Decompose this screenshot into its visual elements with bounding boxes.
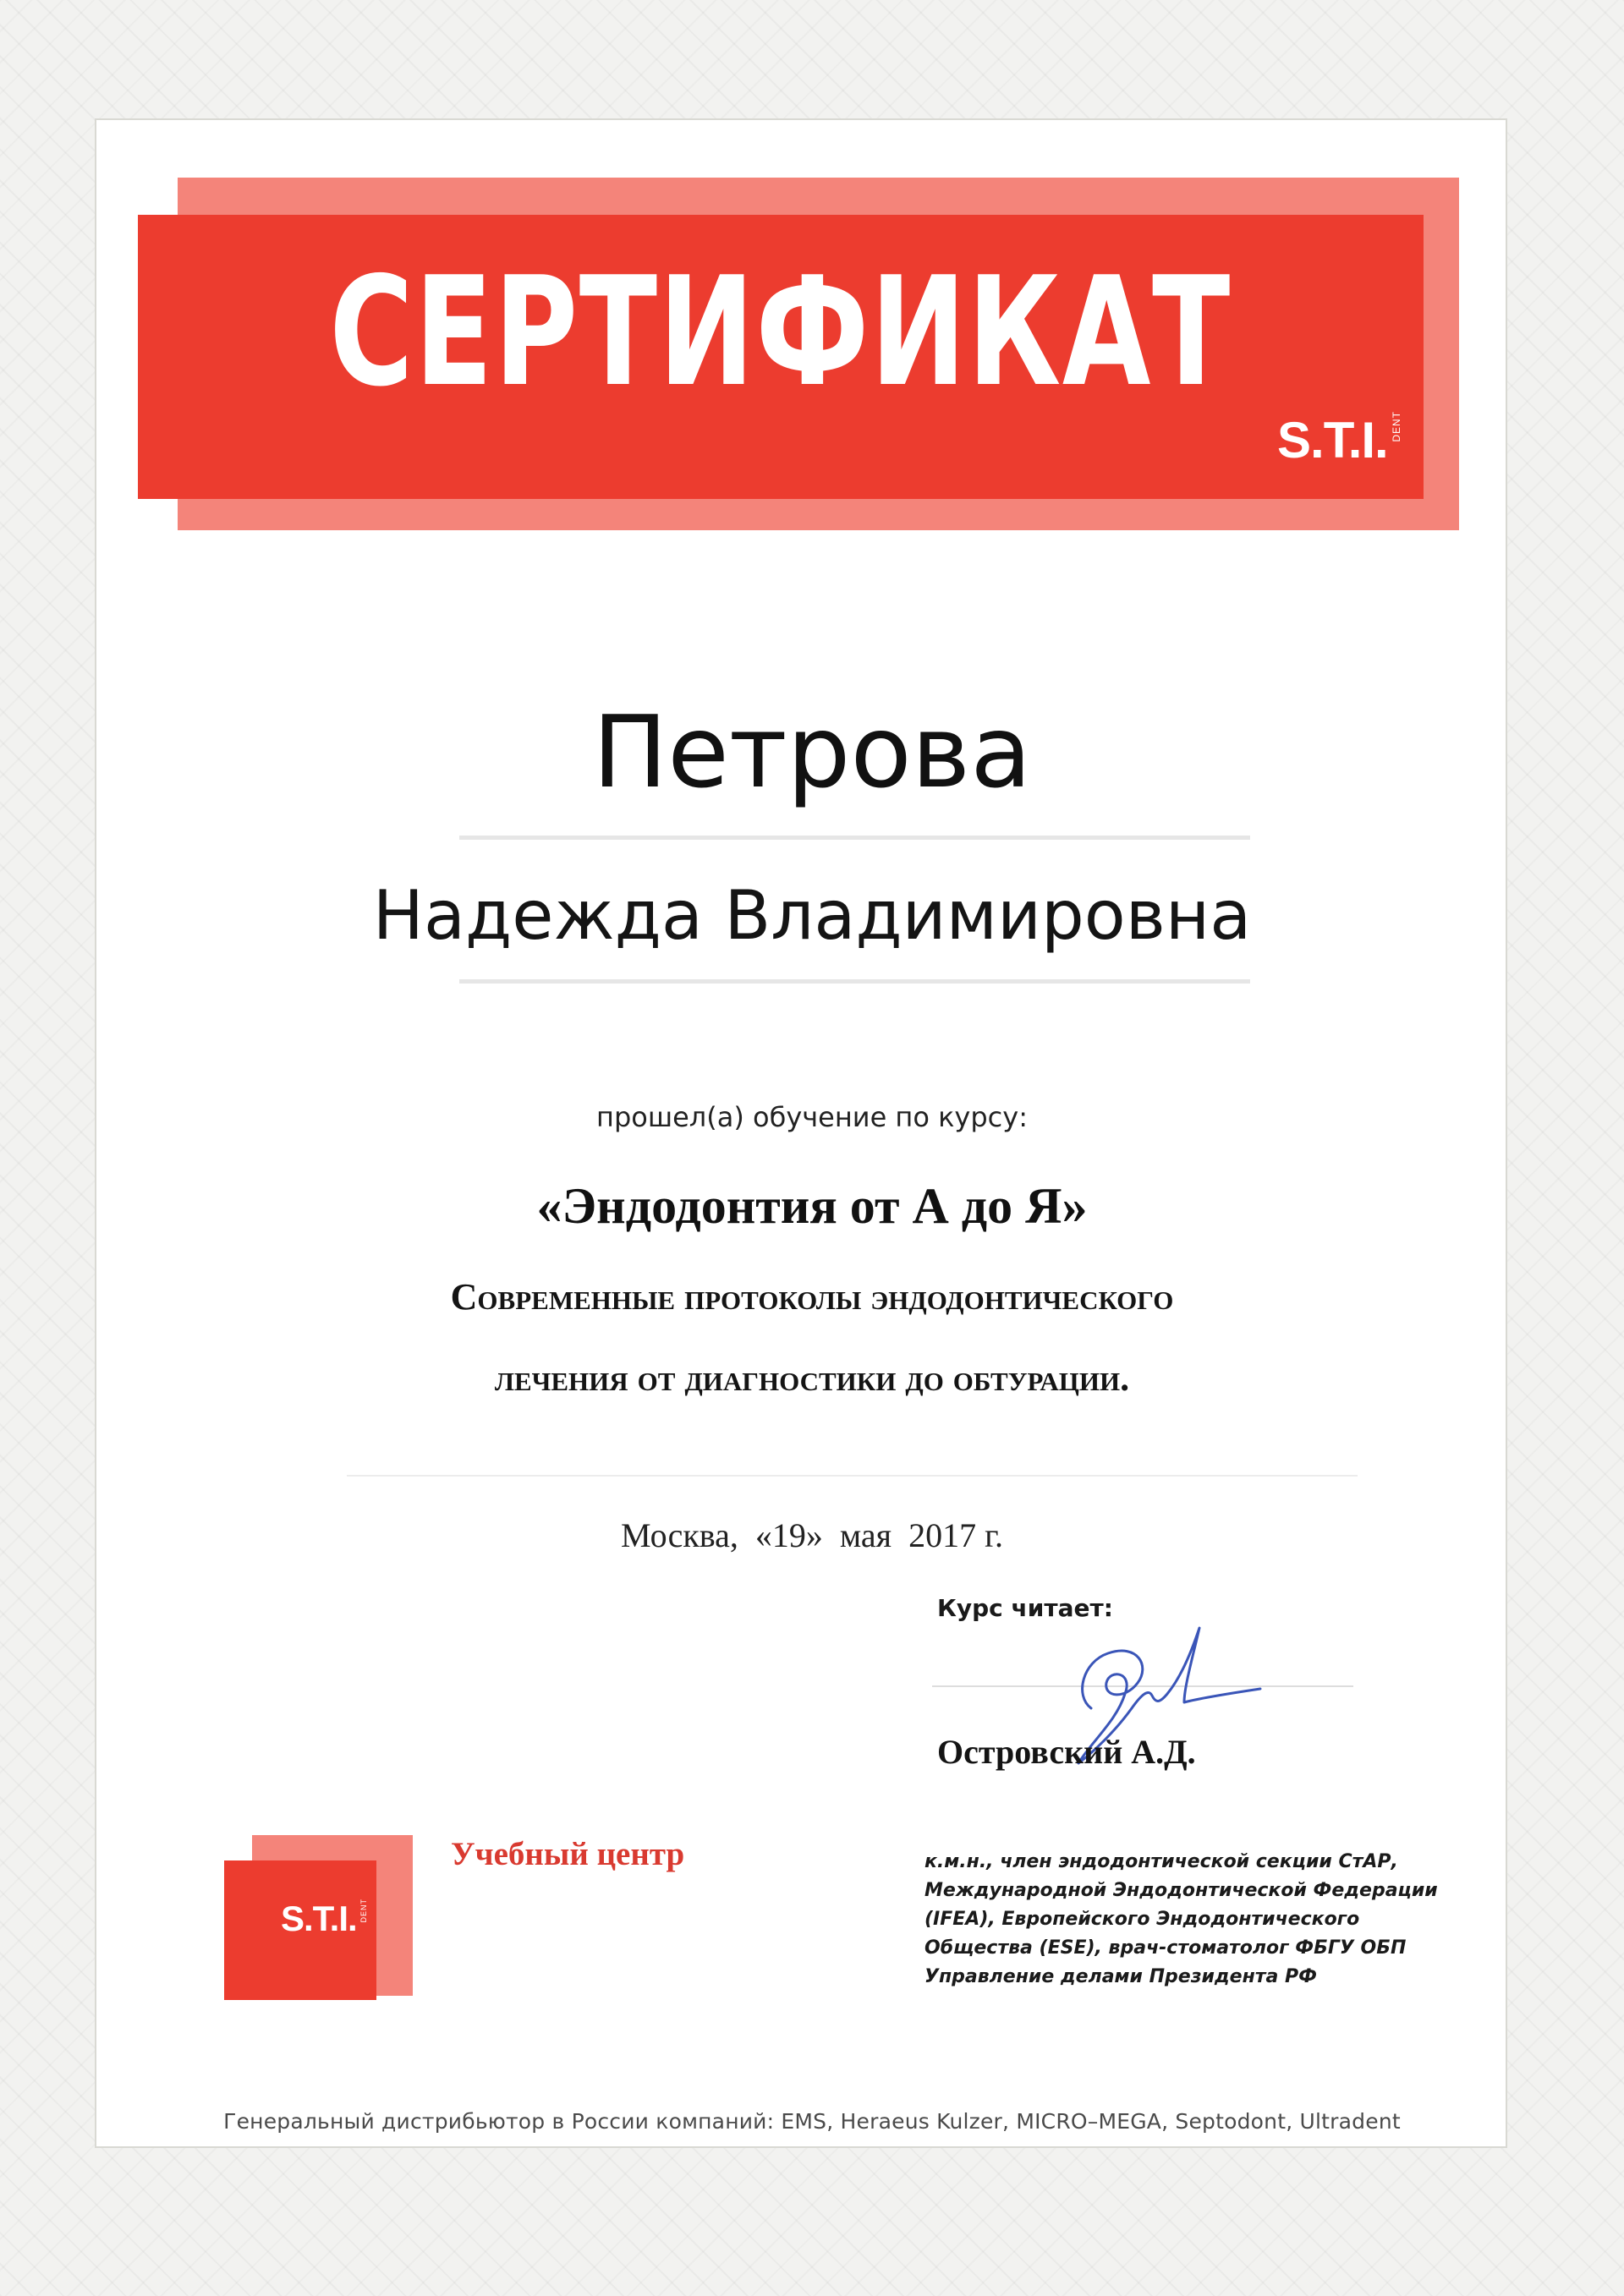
lecturer-name: Островский А.Д. <box>937 1733 1196 1771</box>
logo-sub: DENT <box>359 1899 368 1923</box>
course-subtitle-line: лечения от диагностики до обтурации. <box>494 1357 1130 1399</box>
sti-dent-logo-small <box>281 1899 368 1939</box>
credentials-line: (IFEA), Европейского Эндодонтического <box>924 1909 1360 1930</box>
lecturer-credentials <box>924 1848 1466 1992</box>
divider <box>347 1475 1358 1477</box>
header-banner <box>138 215 1424 499</box>
course-intro: прошел(а) обучение по курсу: <box>596 1101 1028 1133</box>
training-center-label: Учебный центр <box>451 1836 685 1872</box>
divider <box>459 979 1250 984</box>
lecturer-label: Курс читает: <box>937 1594 1113 1622</box>
credentials-line: Общества (ESE), врач-стоматолог ФБГУ ОБП <box>924 1937 1407 1959</box>
logo-sub: DENT <box>1390 411 1402 442</box>
place-and-date: Москва, «19» мая 2017 г. <box>621 1516 1003 1554</box>
recipient-surname: Петрова <box>592 693 1032 810</box>
course-subtitle-line: Современные протоколы эндодонтического <box>450 1276 1174 1318</box>
certificate-title: СЕРТИФИКАТ <box>329 244 1232 419</box>
credentials-line: Международной Эндодонтической Федерации <box>924 1880 1438 1901</box>
sti-dent-logo <box>1277 411 1402 469</box>
divider <box>459 836 1250 840</box>
credentials-line: к.м.н., член эндодонтической секции СтАР, <box>924 1851 1398 1872</box>
logo-text: S.T.I. <box>1277 412 1388 469</box>
credentials-line: Управление делами Президента РФ <box>924 1966 1317 1987</box>
recipient-given-names: Надежда Владимировна <box>372 876 1252 955</box>
distributor-footer: Генеральный дистрибьютор в России компаний: EMS, Heraeus Kulzer, MICRO–MEGA, Septodont, Ultradent <box>223 2109 1401 2134</box>
logo-text: S.T.I. <box>281 1899 357 1938</box>
course-title: «Эндодонтия от А до Я» <box>536 1178 1088 1234</box>
